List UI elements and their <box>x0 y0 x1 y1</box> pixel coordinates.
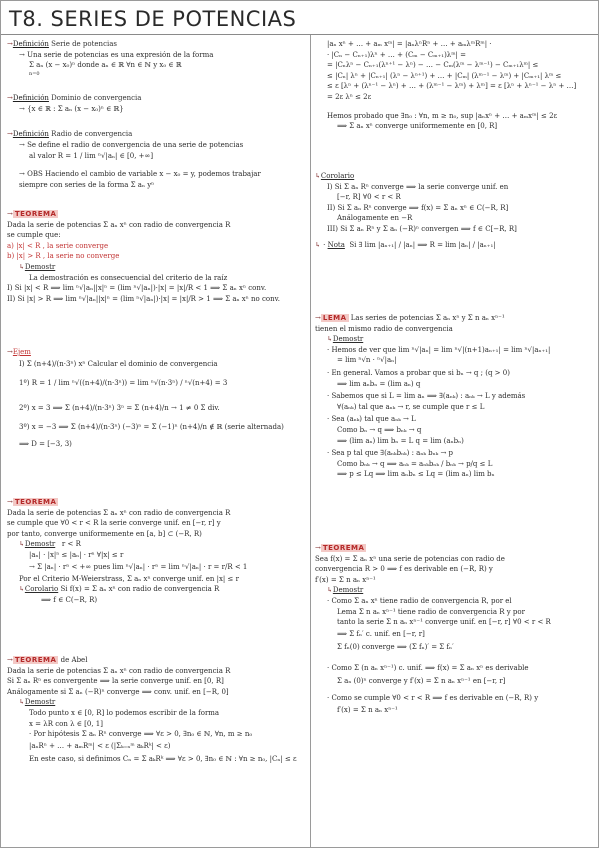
definition-title: Serie de potencias <box>51 40 117 48</box>
proof-line: ≤ |Cₙ| λⁿ + |Cₙ₊₁| (λⁿ − λⁿ⁺¹) + … + |Cₘ| (λᵐ⁻¹ − λᵐ) + |Cₘ₊₁| λᵐ ≤ <box>327 71 562 80</box>
proof-line: · |Cₙ − Cₙ₊₁)λⁿ + … + (Cₘ − Cₘ₊₁)λᵐ| = <box>327 50 466 59</box>
definition-title: Dominio de convergencia <box>51 94 142 102</box>
proof-line: · Sea p tal que ∃(aₙₖbₙₖ) : aₙₖ bₙₖ → p <box>327 449 454 458</box>
proof-label: Demostr <box>24 698 56 707</box>
proof-line: ≤ ε [λⁿ + (λⁿ⁻¹ − λⁿ) + … + (λᵐ⁻¹ − λᵐ) + λᵐ] = ε [λⁿ + λⁿ⁻¹ − λⁿ + …] <box>327 82 577 91</box>
note-label: Nota <box>327 240 345 249</box>
proof-line: r < R <box>61 540 81 549</box>
corollary-item: Análogamente en −R <box>337 214 413 223</box>
proof-label: Demostr <box>332 586 364 595</box>
definition-label: Definición <box>12 94 49 102</box>
text-line: Dada la serie de potencias Σ aₙ xⁿ con radio de convergencia R <box>7 220 231 229</box>
proof-line: ⟹ Σ aₙ xⁿ converge uniformemente en [0, R] <box>337 122 498 131</box>
proof-line: · Sea (aₙₖ) tal que aₙₖ → L <box>327 415 416 424</box>
proof-label: Demostr <box>24 540 56 549</box>
abel-theorem-block: → TEOREMA de Abel Dada la serie de potencias Σ aₙ xⁿ con radio de convergencia R Si Σ aₙ Rⁿ es convergente ⟹ la serie converge unif. en [0, R] Análogamente si Σ aₙ (−R)ⁿ converge ⟹ conv. unif. en [−R, 0] ↳Demostr Todo punto x ∈ [0, R] lo podemos escribir de la forma x = λR con λ ∈ [0, 1] · Por hipótesis Σ aₙ Rⁿ converge ⟹ ∀ε > 0, ∃n₀ ∈ ℕ, ∀n, m ≥ n₀ |aₙRⁿ + … + aₘRᵐ| < ε (|Σₖ₌ₙᵐ aₖRᵏ| < ε) En este caso, si definimos Cₙ = Σ aₖRᵏ ⟹ ∀ε > 0, ∃n₀ ∈ ℕ : ∀n ≥ n₀, |Cₙ| ≤ ε <box>7 655 307 766</box>
corollary-line: Si f(x) = Σ aₙ xⁿ con radio de convergencia R <box>60 585 220 594</box>
proof-line: |aₙRⁿ + … + aₘRᵐ| < ε (|Σₖ₌ₙᵐ aₖRᵏ| < ε) <box>29 741 171 750</box>
item-b: b) |x| > R , la serie no converge <box>7 252 120 261</box>
proof-line: Hemos probado que ∃n₀ : ∀n, m ≥ n₀, sup |aₙxⁿ + … + aₘxᵐ| ≤ 2ε <box>327 111 558 120</box>
lemma-label: LEMA <box>322 314 347 322</box>
proof-line: Σ aₙ (0)ⁿ converge y f′(x) = Σ n aₙ xⁿ⁻¹ en [−r, r] <box>337 676 506 685</box>
text-line: se cumple que: <box>7 231 61 240</box>
page-title-bar <box>1 1 598 35</box>
proof-label: Demostr <box>24 262 56 271</box>
proof-line: = 2ε λⁿ ≤ 2ε <box>327 92 372 101</box>
definition-label: Definición <box>12 130 49 138</box>
text-line: f′(x) = Σ n aₙ xⁿ⁻¹ <box>315 575 376 584</box>
proof-line: ⟹ p ≤ Lq ⟹ lim aₙbₙ ≤ Lq = (lim aₙ) lim bₙ <box>337 470 495 479</box>
observation-line: → OBS Haciendo el cambio de variable x − x₀ = y, podemos trabajar <box>19 170 261 179</box>
text-line: siempre con series de la forma Σ aₙ yⁿ <box>19 180 155 189</box>
theorem-name: de Abel <box>60 656 88 664</box>
proof-line: |aₙ| · |x|ⁿ ≤ |aₙ| · rⁿ ∀|x| ≤ r <box>29 550 124 559</box>
corollary-item: III) Si Σ aₙ Rⁿ y Σ aₙ (−R)ⁿ convergen ⟹ f ∈ C[−R, R] <box>327 224 517 233</box>
formula-line: → {x ∈ ℝ : Σ aₙ (x − x₀)ⁿ ∈ ℝ} <box>19 104 124 113</box>
proof-line: · Como Σ (n aₙ xⁿ⁻¹) c. unif. ⟹ f(x) = Σ aₙ xⁿ es derivable <box>327 663 529 672</box>
text-line: tienen el mismo radio de convergencia <box>315 324 453 333</box>
proof-line: · Por hipótesis Σ aₙ Rⁿ converge ⟹ ∀ε > 0, ∃n₀ ∈ ℕ, ∀n, m ≥ n₀ <box>29 730 253 739</box>
example-block: →Ejem I) Σ (n+4)/(n·3ⁿ) xⁿ Calcular el dominio de convergencia 1º) R = 1 / lim ⁿ√((n+4)/(n·3ⁿ)) = lim ⁿ√(n·3ⁿ) / ⁿ√(n+4) = 3 2º) x = 3 ⟹ Σ (n+4)/(n·3ⁿ) 3ⁿ = Σ (n+4)/n → 1 ≠ 0 Σ div. 3º) x = −3 ⟹ Σ (n+4)/(n·3ⁿ) (−3)ⁿ = Σ (−1)ⁿ (n+4)/n ∉ ℝ (serie alternada) ⟹ D = [−3, 3) <box>7 347 307 451</box>
definition-domain-block: →Definición Dominio de convergencia → {x ∈ ℝ : Σ aₙ (x − x₀)ⁿ ∈ ℝ} <box>7 93 307 114</box>
lemma-block: → LEMA Las series de potencias Σ aₙ xⁿ y Σ n aₙ xⁿ⁻¹ tienen el mismo radio de convergencia ↳Demostr · Hemos de ver que lim ⁿ√|aₙ| = lim ⁿ√|(n+1)aₙ₊₁| = lim ⁿ√|aₙ₊₁| = lim ⁿ√n · ⁿ√|aₙ| · En general. Vamos a probar que si bₙ → q ; (q > 0) ⟹ lim aₙbₙ = (lim aₙ) q · Sabemos que si L = lim aₙ ⟹ ∃(aₙₖ) : aₙₖ → L y además ∀(aₙₖ) tal que aₙₖ → r, se cumple que r ≤ L · Sea (aₙₖ) tal que aₙₖ → L Como bₙ → q ⟹ bₙₖ → q ⟹ (lim aₙ) lim bₙ = L q = lim (aₙbₙ) · Sea p tal que ∃(aₙₖbₙₖ) : aₙₖ bₙₖ → p Como bₙₖ → q ⟹ aₙₖ = aₙₖbₙₖ / bₙₖ → p/q ≤ L ⟹ p ≤ Lq ⟹ lim aₙbₙ ≤ Lq = (lim aₙ) lim bₙ <box>315 313 595 480</box>
page-title: T8. SERIES DE POTENCIAS <box>9 7 297 31</box>
proof-line: · Como se cumple ∀0 < r < R ⟹ f es derivable en (−R, R) y <box>327 693 539 702</box>
item-a: a) |x| < R , la serie converge <box>7 241 109 250</box>
formula-line: 3º) x = −3 ⟹ Σ (n+4)/(n·3ⁿ) (−3)ⁿ = Σ (−1)ⁿ (n+4)/n ∉ ℝ (serie alternada) <box>19 422 284 431</box>
proof-line: → Σ |aₙ| · rⁿ < +∞ pues lim ⁿ√|aₙ| · rⁿ = lim ⁿ√|aₙ| · r = r/R < 1 <box>29 562 248 571</box>
theorem-2-block: → TEOREMA Dada la serie de potencias Σ aₙ xⁿ con radio de convergencia R se cumple que ∀0 < r < R la serie converge unif. en [−r, r] y por tanto, converge uniformemente en [a, b] ⊂ (−R, R) ↳Demostr r < R |aₙ| · |x|ⁿ ≤ |aₙ| · rⁿ ∀|x| ≤ r → Σ |aₙ| · rⁿ < +∞ pues lim ⁿ√|aₙ| · rⁿ = lim ⁿ√|aₙ| · r = r/R < 1 Por el Criterio M-Weierstrass, Σ aₙ xⁿ converge unif. en |x| ≤ r ↳Corolario Si f(x) = Σ aₙ xⁿ con radio de convergencia R ⟹ f ∈ C(−R, R) <box>7 497 307 605</box>
text-line: se cumple que ∀0 < r < R la serie converge unif. en [−r, r] y <box>7 519 221 528</box>
corollary-item: I) Si Σ aₙ Rⁿ converge ⟹ la serie converge unif. en <box>327 182 509 191</box>
text-line: La demostración es consecuencial del criterio de la raíz <box>29 273 228 282</box>
proof-line: = |Cₙλⁿ − Cₙ₊₁(λⁿ⁺¹ − λⁿ) − … − Cₘ(λᵐ − λᵐ⁻¹) − Cₘ₊₁λᵐ| ≤ <box>327 61 539 70</box>
corollary-block: ↳Corolario I) Si Σ aₙ Rⁿ converge ⟹ la serie converge unif. en [−r, R] ∀0 < r < R II) Si Σ aₙ Rⁿ converge ⟹ f(x) = Σ aₙ xⁿ ∈ C(−R, R] Análogamente en −R III) Si Σ aₙ Rⁿ y Σ aₙ (−R)ⁿ convergen ⟹ f ∈ C[−R, R] ↳ · Nota Si ∃ lim |aₙ₊₁| / |aₙ| ⟹ R = lim |aₙ| / |aₙ₊₁| <box>315 171 595 252</box>
text-line: Sea f(x) = Σ aₙ xⁿ una serie de potencias con radio de <box>315 554 505 563</box>
text-line: por tanto, converge uniformemente en [a, b] ⊂ (−R, R) <box>7 529 202 538</box>
text-line: Si Σ aₙ Rⁿ es convergente ⟹ la serie converge unif. en [0, R] <box>7 677 224 686</box>
text-line: convergencia R > 0 ⟹ f es derivable en (−R, R) y <box>315 565 493 574</box>
abel-proof-continued <box>315 39 595 132</box>
proof-label: Demostr <box>332 335 364 344</box>
formula-line: 2º) x = 3 ⟹ Σ (n+4)/(n·3ⁿ) 3ⁿ = Σ (n+4)/n → 1 ≠ 0 Σ div. <box>19 403 220 412</box>
proof-line: ⟹ lim aₙbₙ = (lim aₙ) q <box>337 379 421 388</box>
right-column <box>315 37 595 843</box>
proof-line: ∀(aₙₖ) tal que aₙₖ → r, se cumple que r ≤ L <box>337 402 485 411</box>
corollary-label: Corolario <box>24 585 59 594</box>
text-line: → Se define el radio de convergencia de una serie de potencias <box>19 140 244 149</box>
proof-line: Lema Σ n aₙ xⁿ⁻¹ tiene radio de convergencia R y por <box>337 607 525 616</box>
proof-line: · Sabemos que si L = lim aₙ ⟹ ∃(aₙₖ) : aₙₖ → L y además <box>327 392 526 401</box>
corollary-line: ⟹ f ∈ C(−R, R) <box>41 595 98 604</box>
corollary-item: II) Si Σ aₙ Rⁿ converge ⟹ f(x) = Σ aₙ xⁿ ∈ C(−R, R] <box>327 203 509 212</box>
definition-radius-block: →Definición Radio de convergencia → Se define el radio de convergencia de una serie de potencias al valor R = 1 / lim ⁿ√|aₙ| ∈ [0, +∞] → OBS Haciendo el cambio de variable x − x₀ = y, podemos trabajar siempre con series de la forma Σ aₙ yⁿ <box>7 129 307 190</box>
theorem-1-block: → TEOREMA Dada la serie de potencias Σ aₙ xⁿ con radio de convergencia R se cumple que: a) |x| < R , la serie converge b) |x| > R , la serie no converge ↳Demostr La demostración es consecuencial del criterio de la raíz I) Si |x| < R ⟹ lim ⁿ√|aₙ||x|ⁿ = (lim ⁿ√|aₙ|)·|x| = |x|/R < 1 ⟹ Σ aₙ xⁿ conv. II) Si |x| > R ⟹ lim ⁿ√|aₙ||x|ⁿ = (lim ⁿ√|aₙ|)·|x| = |x|/R > 1 ⟹ Σ aₙ xⁿ no conv. <box>7 209 307 304</box>
corollary-item: [−r, R] ∀0 < r < R <box>337 193 401 202</box>
proof-line: · Hemos de ver que lim ⁿ√|aₙ| = lim ⁿ√|(n+1)aₙ₊₁| = lim ⁿ√|aₙ₊₁| <box>327 345 551 354</box>
theorem-label: TEOREMA <box>14 498 57 506</box>
proof-line: Σ fₙ(0) converge ⟹ (Σ fₙ)′ = Σ fₙ′ <box>337 642 454 651</box>
proof-line: ⟹ (lim aₙ) lim bₙ = L q = lim (aₙbₙ) <box>337 436 464 445</box>
text-line: Dada la serie de potencias Σ aₙ xⁿ con radio de convergencia R <box>7 666 231 675</box>
proof-line: Como bₙ → q ⟹ bₙₖ → q <box>337 425 422 434</box>
note-line: Si ∃ lim |aₙ₊₁| / |aₙ| ⟹ R = lim |aₙ| / |aₙ₊₁| <box>349 240 496 249</box>
column-divider <box>310 35 311 848</box>
proof-line: = lim ⁿ√n · ⁿ√|aₙ| <box>337 356 397 365</box>
proof-line: ⟹ Σ fₙ′ c. unif. en [−r, r] <box>337 629 425 638</box>
text-line: Análogamente si Σ aₙ (−R)ⁿ converge ⟹ conv. unif. en [−R, 0] <box>7 687 229 696</box>
proof-line: Todo punto x ∈ [0, R] lo podemos escribir de la forma <box>29 708 220 717</box>
text-line: I) Σ (n+4)/(n·3ⁿ) xⁿ Calcular el dominio de convergencia <box>19 359 218 368</box>
left-column <box>7 37 307 843</box>
proof-line: Como bₙₖ → q ⟹ aₙₖ = aₙₖbₙₖ / bₙₖ → p/q ≤ L <box>337 459 493 468</box>
formula-line: II) Si |x| > R ⟹ lim ⁿ√|aₙ||x|ⁿ = (lim ⁿ√|aₙ|)·|x| = |x|/R > 1 ⟹ Σ aₙ xⁿ no conv. <box>7 294 280 303</box>
text-line: Las series de potencias Σ aₙ xⁿ y Σ n aₙ xⁿ⁻¹ <box>350 314 505 322</box>
proof-line: x = λR con λ ∈ [0, 1] <box>29 719 103 728</box>
proof-line: En este caso, si definimos Cₙ = Σ aₖRᵏ ⟹ ∀ε > 0, ∃n₀ ∈ ℕ : ∀n ≥ n₀, |Cₙ| ≤ ε <box>29 754 297 763</box>
theorem-label: TEOREMA <box>322 544 365 552</box>
theorem-label: TEOREMA <box>14 656 57 664</box>
result-line: ⟹ D = [−3, 3) <box>19 439 72 448</box>
definition-series-block: →Definición Serie de potencias → Una serie de potencias es una expresión de la forma Σ aₙ (x − x₀)ⁿ donde aₙ ∈ ℝ ∀n ∈ ℕ y x₀ ∈ ℝ n=0 <box>7 39 307 77</box>
proof-line: · Como Σ aₙ xⁿ tiene radio de convergencia R, por el <box>327 596 512 605</box>
example-label: Ejem <box>12 348 31 356</box>
definition-label: Definición <box>12 40 49 48</box>
derivative-theorem-block: → TEOREMA Sea f(x) = Σ aₙ xⁿ una serie de potencias con radio de convergencia R > 0 ⟹ f es derivable en (−R, R) y f′(x) = Σ n aₙ xⁿ⁻¹ ↳Demostr · Como Σ aₙ xⁿ tiene radio de convergencia R, por el Lema Σ n aₙ xⁿ⁻¹ tiene radio de convergencia R y por tanto la serie Σ n aₙ xⁿ⁻¹ converge unif. en [−r, r] ∀0 < r < R ⟹ Σ fₙ′ c. unif. en [−r, r] Σ fₙ(0) converge ⟹ (Σ fₙ)′ = Σ fₙ′ · Como Σ (n aₙ xⁿ⁻¹) c. unif. ⟹ f(x) = Σ aₙ xⁿ es derivable Σ aₙ (0)ⁿ converge y f′(x) = Σ n aₙ xⁿ⁻¹ en [−r, r] · Como se cumple ∀0 < r < R ⟹ f es derivable en (−R, R) y f′(x) = Σ n aₙ xⁿ⁻¹ <box>315 543 595 715</box>
proof-line: |aₙ xⁿ + … + aₘ xᵐ| = |aₙλⁿRⁿ + … + aₘλᵐRᵐ| · <box>327 40 492 48</box>
proof-line: · En general. Vamos a probar que si bₙ → q ; (q > 0) <box>327 368 510 377</box>
text-line: → Una serie de potencias es una expresión de la forma <box>19 50 214 59</box>
definition-title: Radio de convergencia <box>51 130 133 138</box>
corollary-label: Corolario <box>320 172 355 180</box>
formula-line: Σ aₙ (x − x₀)ⁿ donde aₙ ∈ ℝ ∀n ∈ ℕ y x₀ ∈ ℝ <box>29 61 182 70</box>
proof-line: tanto la serie Σ n aₙ xⁿ⁻¹ converge unif. en [−r, r] ∀0 < r < R <box>337 618 551 627</box>
formula-subscript: n=0 <box>29 70 40 77</box>
text-line: Dada la serie de potencias Σ aₙ xⁿ con radio de convergencia R <box>7 508 231 517</box>
proof-line: Por el Criterio M-Weierstrass, Σ aₙ xⁿ converge unif. en |x| ≤ r <box>19 574 239 583</box>
formula-line: al valor R = 1 / lim ⁿ√|aₙ| ∈ [0, +∞] <box>29 152 154 161</box>
proof-line: f′(x) = Σ n aₙ xⁿ⁻¹ <box>337 705 398 714</box>
formula-line: I) Si |x| < R ⟹ lim ⁿ√|aₙ||x|ⁿ = (lim ⁿ√|aₙ|)·|x| = |x|/R < 1 ⟹ Σ aₙ xⁿ conv. <box>7 284 267 293</box>
theorem-label: TEOREMA <box>14 210 57 218</box>
formula-line: 1º) R = 1 / lim ⁿ√((n+4)/(n·3ⁿ)) = lim ⁿ√(n·3ⁿ) / ⁿ√(n+4) = 3 <box>19 378 228 387</box>
